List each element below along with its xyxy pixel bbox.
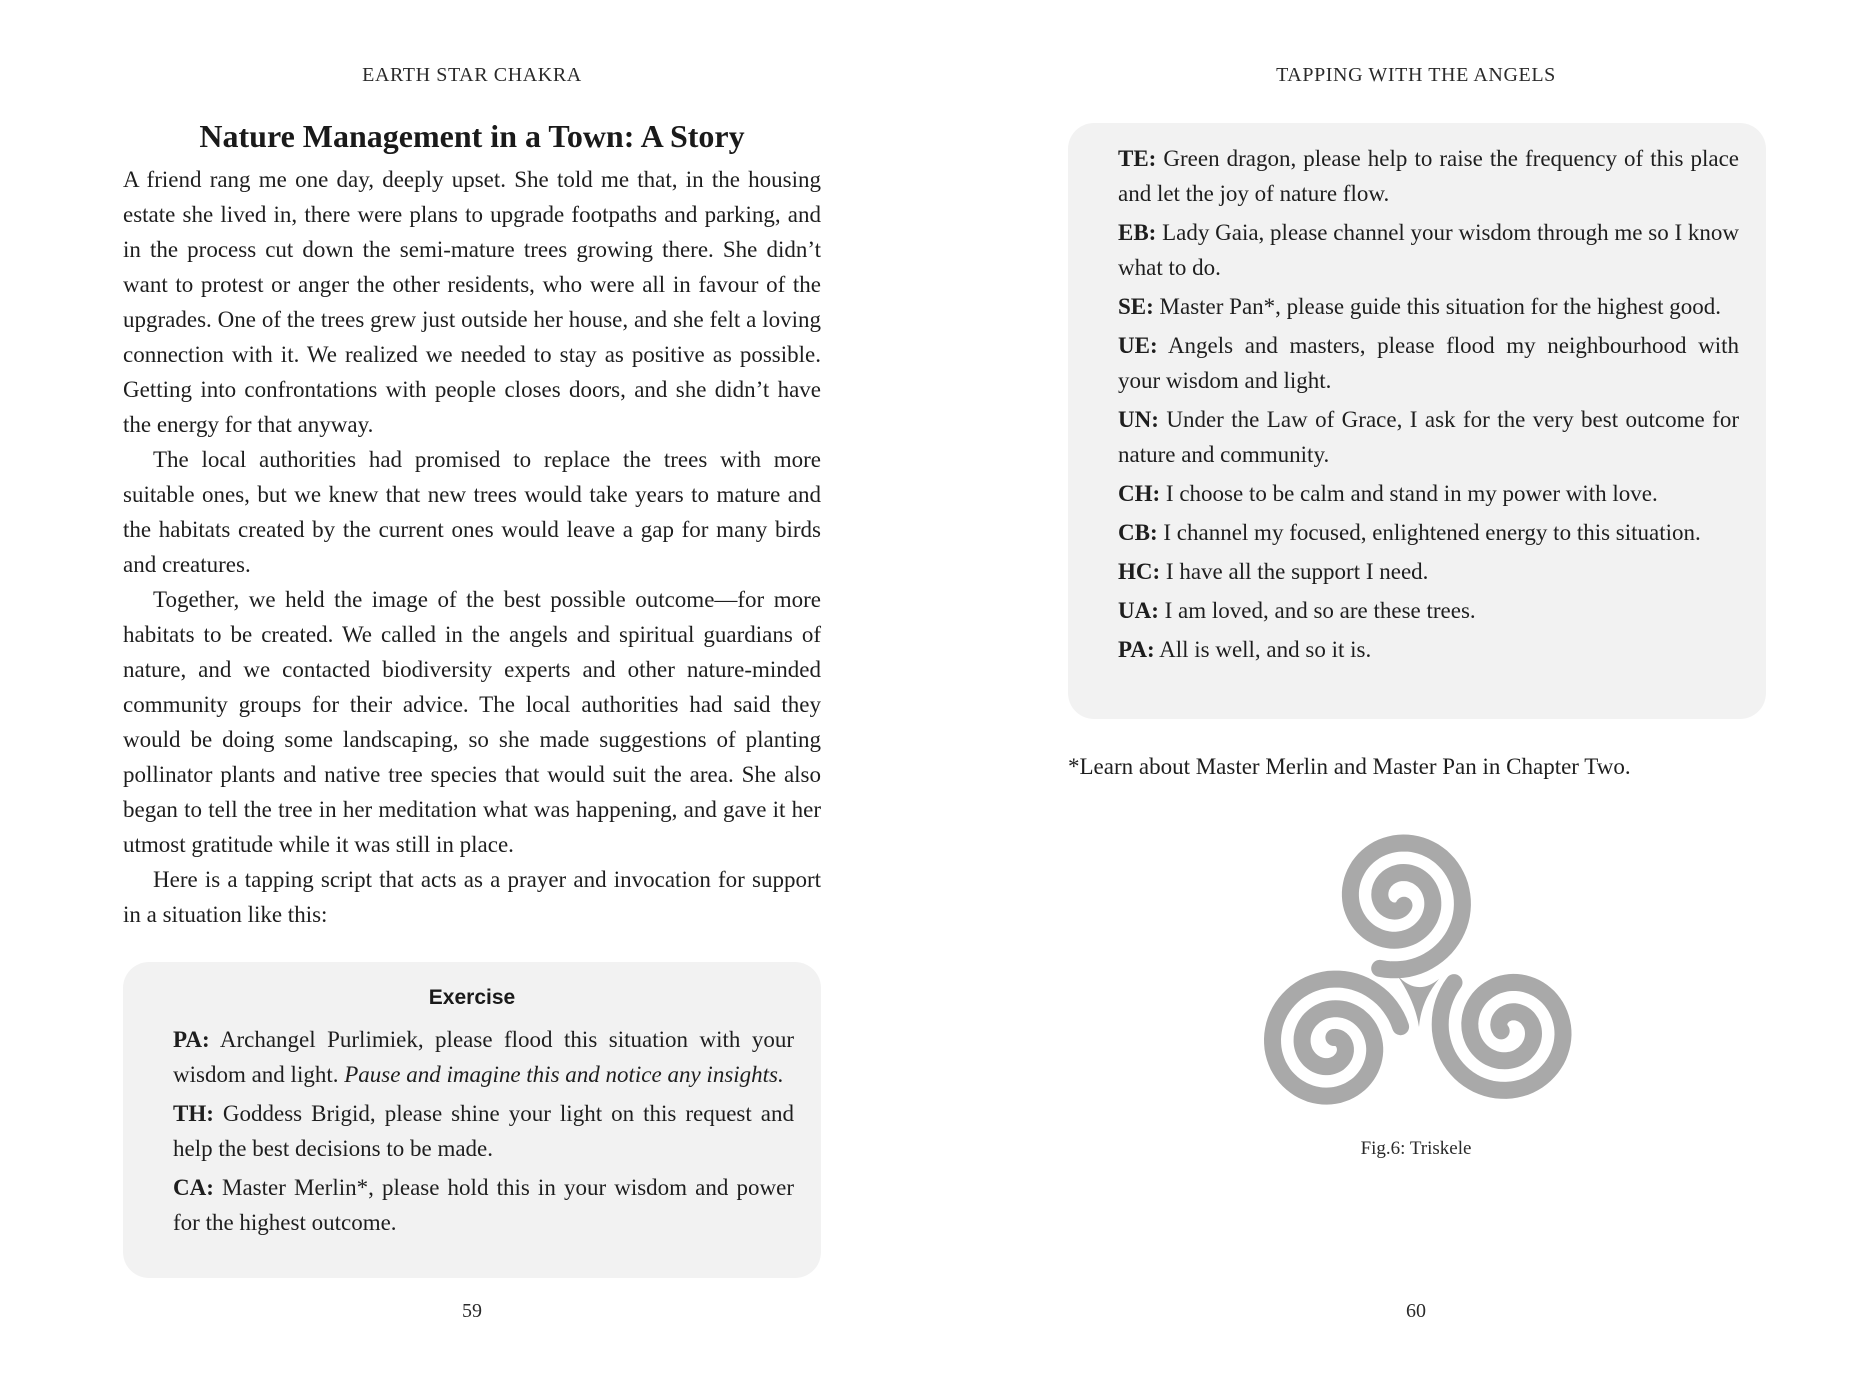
paragraph: Together, we held the image of the best possible outcome—for more habitats to be created. We called in the angels and spiritual guardians of nature, and we contacted biodiversity experts and other nature-minded community groups for their advice. The local authorities had said they would be doing some landscaping, so she made suggestions of planting pollinator plants and native tree species that would suit the area. She also began to tell the tree in her meditation what was happening, and gave it her utmost gratitude while it was still in place. bbox=[123, 587, 821, 857]
tapping-point-code: TH: bbox=[173, 1101, 214, 1126]
triskele-spiral bbox=[1350, 843, 1462, 970]
script-line bbox=[1118, 515, 1739, 550]
script-text: Goddess Brigid, please shine your light on this request and help the best decisions to be made. bbox=[173, 1101, 794, 1161]
tapping-point-code: TE: bbox=[1118, 146, 1157, 171]
triskele-spiral bbox=[1273, 979, 1401, 1096]
paragraph: A friend rang me one day, deeply upset. She told me that, in the housing estate she lived in, there were plans to upgrade footpaths and parking, and in the process cut down the semi-mature trees growing there. She didn’t want to protest or anger the other residents, who were all in favour of the upgrades. One of the trees grew just outside her house, and she felt a loving connection with it. We realized we needed to stay as positive as possible. Getting into confrontations with people closes doors, and she didn’t have the energy for that anyway. bbox=[123, 167, 821, 437]
paragraph: Here is a tapping script that acts as a prayer and invocation for support in a situation like this: bbox=[123, 867, 821, 927]
script-text: I channel my focused, enlightened energy to this situation. bbox=[1157, 520, 1701, 545]
script-line bbox=[1118, 402, 1739, 472]
script-text: Angels and masters, please flood my neighbourhood with your wisdom and light. bbox=[1118, 333, 1739, 393]
running-head-left: EARTH STAR CHAKRA bbox=[362, 64, 582, 86]
figure-caption: Fig.6: Triskele bbox=[1360, 1138, 1472, 1159]
tapping-point-code: CB: bbox=[1118, 520, 1158, 545]
script-line bbox=[1118, 554, 1739, 589]
script-text: Green dragon, please help to raise the frequency of this place and let the joy of nature flow. bbox=[1118, 146, 1739, 206]
script-line bbox=[173, 1170, 794, 1240]
script-line bbox=[1118, 593, 1739, 628]
script-text: I have all the support I need. bbox=[1160, 559, 1429, 584]
script-line bbox=[1118, 476, 1739, 511]
tapping-point-code: SE: bbox=[1118, 294, 1154, 319]
script-line bbox=[1118, 141, 1739, 211]
page-number-right: 60 bbox=[1406, 1300, 1426, 1322]
script-text: Lady Gaia, please channel your wisdom through me so I know what to do. bbox=[1118, 220, 1739, 280]
tapping-point-code: UN: bbox=[1118, 407, 1159, 432]
story-body bbox=[123, 162, 821, 932]
script-text: All is well, and so it is. bbox=[1154, 637, 1372, 662]
script-line bbox=[1118, 215, 1739, 285]
tapping-point-code: HC: bbox=[1118, 559, 1161, 584]
script-text: I choose to be calm and stand in my power with love. bbox=[1160, 481, 1658, 506]
tapping-point-code: UA: bbox=[1118, 598, 1159, 623]
script-line bbox=[1118, 632, 1739, 667]
page-number-left: 59 bbox=[462, 1300, 482, 1322]
script-line bbox=[173, 1096, 794, 1166]
running-head-right: TAPPING WITH THE ANGELS bbox=[1276, 64, 1556, 86]
script-text: Under the Law of Grace, I ask for the very best outcome for nature and community. bbox=[1118, 407, 1739, 467]
triskele-icon bbox=[1273, 843, 1564, 1096]
story-heading: Nature Management in a Town: A Story bbox=[199, 118, 745, 154]
script-text: Master Pan*, please guide this situation for the highest good. bbox=[1153, 294, 1722, 319]
script-line bbox=[1118, 328, 1739, 398]
script-line bbox=[1118, 289, 1739, 324]
triskele-figure bbox=[1246, 812, 1588, 1134]
script-text: Archangel Purlimiek, please flood this situation with your wisdom and light. bbox=[173, 1027, 794, 1087]
exercise-continued-box bbox=[1068, 123, 1766, 719]
paragraph: The local authorities had promised to replace the trees with more suitable ones, but we knew that new trees would take years to mature and the habitats created by the current ones would leave a gap for many birds and creatures. bbox=[123, 447, 821, 577]
tapping-point-code: CH: bbox=[1118, 481, 1161, 506]
tapping-point-code: PA: bbox=[1118, 637, 1155, 662]
left-page bbox=[0, 0, 935, 1400]
tapping-point-code: EB: bbox=[1118, 220, 1157, 245]
script-text: I am loved, and so are these trees. bbox=[1158, 598, 1476, 623]
exercise-box bbox=[123, 962, 821, 1278]
footnote: *Learn about Master Merlin and Master Pan in Chapter Two. bbox=[1068, 754, 1631, 779]
tapping-point-code: PA: bbox=[173, 1027, 210, 1052]
triskele-spiral bbox=[1440, 982, 1563, 1090]
exercise-title: Exercise bbox=[428, 986, 516, 1009]
script-text: Master Merlin*, please hold this in your wisdom and power for the highest outcome. bbox=[173, 1175, 794, 1235]
tapping-point-code: UE: bbox=[1118, 333, 1158, 358]
script-instruction: Pause and imagine this and notice any insights. bbox=[344, 1062, 784, 1087]
right-page bbox=[935, 0, 1871, 1400]
tapping-point-code: CA: bbox=[173, 1175, 214, 1200]
script-line bbox=[173, 1022, 794, 1092]
